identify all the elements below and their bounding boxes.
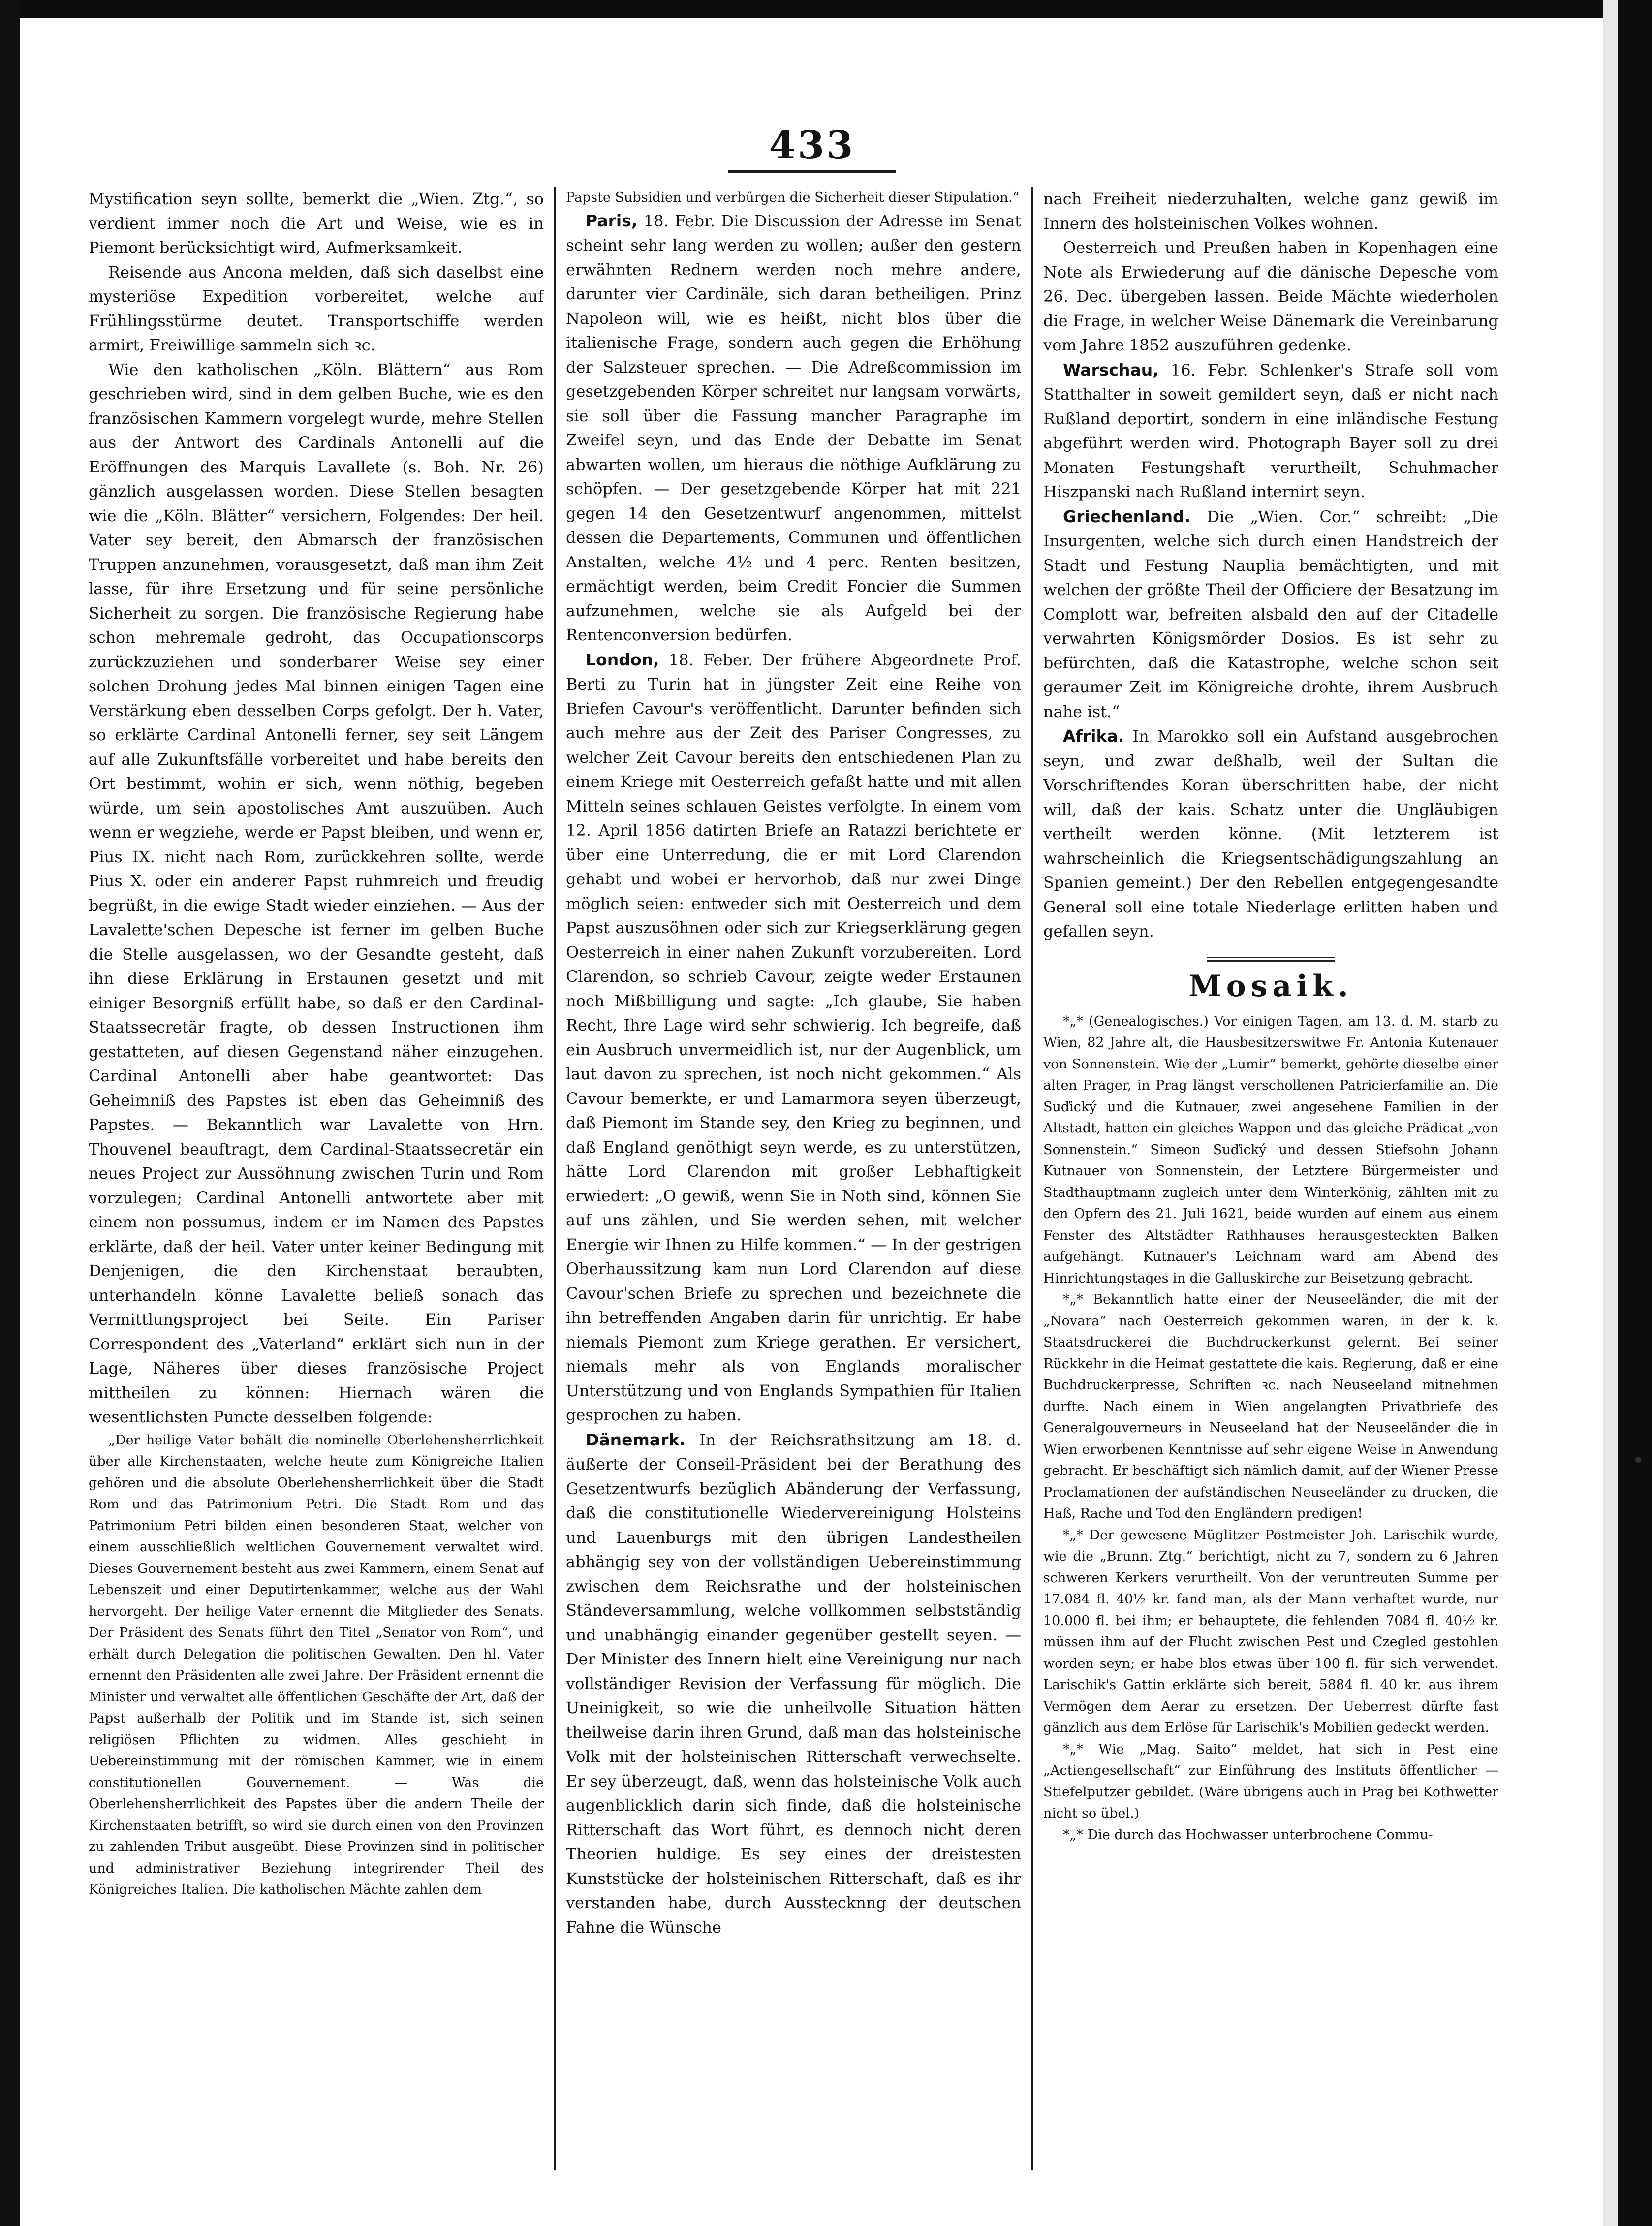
dateline-london: London, (586, 650, 659, 669)
article-warschau-text: 16. Febr. Schlenker's Strafe soll vom Statthalter in soweit gemildert seyn, daß er nicht nach Rußland deportirt, sondern in eine inländische Festung abgeführt werden wird. Photograph Bayer soll zu drei Monaten Festungshaft verurtheilt, Schuhmacher Hiszpanski nach Rußland internirt seyn. (1043, 360, 1498, 501)
scan-edge-right (1618, 0, 1652, 2226)
article-paris-text: 18. Febr. Die Discussion der Adresse im Senat scheint sehr lang werden zu wollen; außer den gestern erwähnten Rednern werden noch mehre andere, darunter vier Cardinäle, sich daran betheiligen. Prinz Napoleon will, wie es heißt, nicht blos über die italienische Frage, sondern auch gegen die Erhöhung der Salzsteuer sprechen. — Die Adreßcommission im gesetzgebenden Körper schreitet nur langsam vorwärts, sie soll über die Fassung mancher Paragraphe im Zweifel seyn, und das Ende der Debatte im Senat abwarten wollen, um hieraus die nöthige Aufklärung zu schöpfen. — Der gesetzgebende Körper hat mit 221 gegen 14 den Gesetzentwurf angenommen, mittelst dessen die Departements, Communen und öffentlichen Anstalten, welche 4½ und 4 perc. Renten besitzen, ermächtigt werden, beim Credit Foncier die Summen aufzunehmen, welche sie als Aufgeld bei der Rentenconversion bedürfen. (566, 211, 1021, 644)
column-divider-1 (554, 187, 556, 2170)
newspaper-page (84, 108, 1511, 2185)
scan-edge-right-inner (1603, 0, 1618, 2226)
article-paragraph: Mystification seyn sollte, bemerkt die „Wien. Ztg.“, so verdient immer noch die Art und Weise, wie es in Piemont berücksichtigt wird, Aufmerksamkeit. (89, 189, 544, 257)
dateline-griechenland: Griechenland. (1063, 506, 1191, 526)
mosaik-item: *„* (Genealogisches.) Vor einigen Tagen, am 13. d. M. starb zu Wien, 82 Jahre alt, die Hausbesitzerswitwe Fr. Antonia Kutenauer von Sonnenstein. Wie der „Lumir“ bemerkt, gehörte dieselbe einer alten Prager, in Prag längst verschollenen Patricierfamilie an. Die Suďický und die Kutnauer, zwei angesehene Familien in der Altstadt, hatten ein gleiches Wappen und das gleiche Prädicat „von Sonnenstein.“ Simeon Suďický und dessen Stiefsohn Johann Kutnauer von Sonnenstein, der Letztere Bürgermeister und Stadthauptmann zugleich unter dem Winterkönig, zählten mit zu den Opfern des 21. Juli 1621, beide wurden auf einem aus einem Fenster des Altstädter Rathhauses herausgesteckten Balken aufgehängt. Kutnauer's Leichnam ward am Abend des Hinrichtungstages in die Galluskirche zur Beisetzung gebracht. (1043, 1013, 1498, 1286)
column-divider-2 (1031, 187, 1033, 2170)
article-paragraph: Wie den katholischen „Köln. Blättern“ aus Rom geschrieben wird, sind in dem gelben Buche, wie es den französischen Kammern vorgelegt wurde, mehre Stellen aus der Antwort des Cardinals Antonelli auf die Eröffnungen des Marquis Lavallete (s. Boh. Nr. 26) gänzlich ausgelassen worden. Diese Stellen besagten wie die „Köln. Blätter“ versichern, Folgendes: Der heil. Vater sey bereit, den Abmarsch der französischen Truppen anzunehmen, vorausgesetzt, daß man ihm Zeit lasse, für ihre Ersetzung und für seine persönliche Sicherheit zu sorgen. Die französische Regierung habe schon mehremale gedroht, das Occupationscorps zurückzuziehen und sonderbarer Weise sey einer solchen Drohung jedes Mal binnen einigen Tagen eine Verstärkung eben desselben Corps gefolgt. Der h. Vater, so erklärte Cardinal Antonelli ferner, sey seit Längem auf alle Zukunftsfälle vorbereitet und habe bereits den Ort bestimmt, wohin er sich, wenn nöthig, begeben würde, um sein apostolisches Amt auszuüben. Auch wenn er wegziehe, werde er Papst bleiben, und wenn er, Pius IX. nicht nach Rom, zurückkehren sollte, werde Pius X. oder ein anderer Papst ruhmreich und freudig begrüßt, in die ewige Stadt wieder einziehen. — Aus der Lavalette'schen Depesche ist ferner im gelben Buche die Stelle ausgelassen, wo der Gesandte gesteht, daß ihn diese Erklärung in Erstaunen gesetzt und mit einiger Besorgniß erfüllt habe, so daß er den Cardinal-Staatssecretär fragte, ob dessen Instructionen ihm gestatteten, auf diesen Gegenstand näher einzugehen. Cardinal Antonelli aber habe geantwortet: Das Geheimniß des Papstes ist eben das Geheimniß des Papstes. — Bekanntlich war Lavalette von Hrn. Thouvenel beauftragt, dem Cardinal-Staatssecretär ein neues Project zur Aussöhnung zwischen Turin und Rom vorzulegen; Cardinal Antonelli antwortete aber mit einem non possumus, indem er im Namen des Papstes erklärte, daß der heil. Vater unter keiner Bedingung mit Denjenigen, die den Kirchenstaat beraubten, unterhandeln könne Lavalette beließ sonach das Vermittlungsproject bei Seite. Ein Pariser Correspondent des „Vaterland“ erklärt sich nun in der Lage, Näheres über dieses französische Project mittheilen zu können: Hiernach wären die wesentlichsten Puncte desselben folgende: (89, 360, 544, 1426)
article-daenemark-text: In der Reichsrathsitzung am 18. d. äußerte der Conseil-Präsident bei der Berathung des Gesetzentwurfs bezüglich Abänderung der Verfassung, daß die constitutionelle Wiedervereinigung Holsteins und Lauenburgs mit den übrigen Landestheilen abhängig sey von der vollständigen Uebereinstimmung zwischen dem Reichsrathe und der holsteinischen Ständeversammlung, welche vollkommen selbstständig und unabhängig einander gegenüber gestellt seyen. — Der Minister des Innern hielt eine Vereinigung nur nach vollständiger Revision der Verfassung für möglich. Die Uneinigkeit, so wie die unheilvolle Situation hätten theilweise darin ihren Grund, daß man das holsteinische Volk mit der holsteinischen Ritterschaft verwechselte. Er sey überzeugt, daß, wenn das holsteinische Volk auch augenblicklich darin sich finde, daß die holsteinische Ritterschaft das Wort führt, es dennoch nicht deren Theorien huldige. Es sey eines der dreistesten Kunststücke der holsteinischen Ritterschaft, daß es ihr verstanden habe, durch Ausstecknng der deutschen Fahne die Wünsche (566, 1430, 1021, 1937)
article-warschau (1043, 358, 1498, 504)
dateline-paris: Paris, (586, 211, 638, 230)
mosaik-item: *„* Wie „Mag. Saito“ meldet, hat sich in Pest eine „Actiengesellschaft“ zur Einführung des Instituts öffentlicher — Stiefelputzer gebildet. (Wäre übrigens auch in Prag bei Kothwetter nicht so übel.) (1043, 1741, 1498, 1821)
column-1 (89, 187, 544, 2170)
column-3 (1043, 187, 1498, 2170)
article-paris (566, 209, 1021, 648)
mosaik-item: *„* Der gewesene Müglitzer Postmeister Joh. Larischik wurde, wie die „Brunn. Ztg.“ berichtigt, nicht zu 7, sondern zu 6 Jahren schweren Kerkers verurtheilt. Von der veruntreuten Summe per 17.084 fl. 40½ kr. fand man, als der Mann verhaftet wurde, nur 10.000 fl. bei ihm; er behauptete, die fehlenden 7084 fl. 40½ kr. müssen ihm auf der Flucht zwischen Pest und Czegled gestohlen worden seyn; er habe blos etwas über 100 fl. für sich verwendet. Larischik's Gattin erklärte sich bereit, 5884 fl. 40 kr. aus ihrem Vermögen dem Aerar zu ersetzen. Der Ueberrest dürfte fast gänzlich aus dem Erlöse für Larischik's Mobilien gedeckt werden. (1043, 1527, 1498, 1735)
article-london-text: 18. Feber. Der frühere Abgeordnete Prof. Berti zu Turin hat in jüngster Zeit eine Reihe von Briefen Cavour's veröffentlicht. Darunter befinden sich auch mehre aus der Zeit des Pariser Congresses, zu welcher Zeit Cavour bereits den entschiedenen Plan zu einem Kriege mit Oesterreich gefaßt hatte und mit allen Mitteln seines schlauen Geistes verfolgte. In einem vom 12. April 1856 datirten Briefe an Ratazzi berichtete er über eine Unterredung, die er mit Lord Clarendon gehabt und wobei er hervorhob, daß nur zwei Dinge möglich seien: entweder sich mit Oesterreich und dem Papst auszusöhnen oder sich zur Kriegserklärung gegen Oesterreich in einer nahen Zukunft vorzubereiten. Lord Clarendon, so schrieb Cavour, zeigte weder Erstaunen noch Mißbilligung und sagte: „Ich glaube, Sie haben Recht, Ihre Lage wird sehr schwierig. Ich begreife, daß ein Ausbruch unvermeidlich ist, nur der Augenblick, um laut davon zu sprechen, ist noch nicht gekommen.“ Als Cavour bemerkte, er und Lamarmora seyen überzeugt, daß Piemont im Stande sey, den Krieg zu beginnen, und daß England genöthigt seyn werde, es zu unterstützen, hätte Lord Clarendon mit großer Lebhaftigkeit erwiedert: „O gewiß, wenn Sie in Noth sind, können Sie auf uns zählen, und Sie werden sehen, mit welcher Energie wir Ihnen zu Hilfe kommen.“ — In der gestrigen Oberhaussitzung kam nun Lord Clarendon auf diese Cavour'schen Briefe zu sprechen und bezeichnete die ihn betreffenden Angaben darin für unrichtig. Er habe niemals Piemont zum Kriege gerathen. Er versichert, niemals mehr als von Englands moralischer Unterstützung und von Englands Sympathien für Italien gesprochen zu haben. (566, 650, 1021, 1424)
page-number-rule (728, 170, 896, 173)
quoted-paragraph: „Der heilige Vater behält die nominelle Oberlehensherrlichkeit über alle Kirchenstaaten, welche heute zum Königreiche Italien gehören und die absolute Oberlehensherrlichkeit über die Stadt Rom und das Patrimonium Petri. Die Stadt Rom und das Patrimonium Petri bilden einen besonderen Staat, welcher von einem ausschließlich weltlichen Gouvernement verwaltet wird. Dieses Gouvernement besteht aus zwei Kammern, einem Senat auf Lebenszeit und einer Deputirtenkammer, welche aus der Wahl hervorgeht. Der heilige Vater ernennt die Mitglieder des Senats. Der Präsident des Senats führt den Titel „Senator von Rom“, und erhält durch Delegation die politischen Gewalten. Den hl. Vater ernennt den Präsidenten alle zwei Jahre. Der Präsident ernennt die Minister und verwaltet alle öffentlichen Geschäfte der Art, daß der Papst außerhalb der Politik und im Stande ist, sich seinen religiösen Pflichten zu widmen. Alles geschieht in Uebereinstimmung mit der römischen Kammer, wie in einem constitutionellen Gouvernement. — Was die Oberlehensherrlichkeit des Papstes über die andern Theile der Kirchenstaaten betrifft, so wird sie durch einen von den Provinzen zu zahlenden Tribut ausgeübt. Diese Provinzen sind in politischer und administrativer Beziehung integrirender Theil des Königreiches Italien. Die katholischen Mächte zahlen dem (89, 1432, 544, 1897)
article-griechenland-text: Die „Wien. Cor.“ schreibt: „Die Insurgenten, welche sich durch einen Handstreich der Stadt und Festung Nauplia bemächtigten, und mit welchen der größte Theil der Officiere der Besatzung im Complott war, befreiten alsbald den auf der Citadelle verwahrten Königsmörder Dosios. Es ist sehr zu befürchten, daß die Katastrophe, welche schon seit geraumer Zeit im Königreiche drohte, ihrem Ausbruch nahe ist.“ (1043, 507, 1498, 721)
article-afrika (1043, 724, 1498, 944)
article-paragraph: Oesterreich und Preußen haben in Kopenhagen eine Note als Erwiederung auf die dänische Depesche vom 26. Dec. übergeben lassen. Beide Mächte wiederholen die Frage, in welcher Weise Dänemark die Vereinbarung vom Jahre 1852 auszuführen gedenke. (1043, 238, 1498, 354)
section-title-mosaik: Mosaik. (1188, 969, 1353, 1003)
article-paragraph: Reisende aus Ancona melden, daß sich daselbst eine mysteriöse Expedition vorbereitet, welche auf Frühlingsstürme deutet. Transportschiffe werden armirt, Freiwillige sammeln sich ꝛc. (89, 262, 544, 354)
scan-edge-left (0, 0, 20, 2226)
section-rule (1207, 957, 1335, 962)
article-daenemark (566, 1428, 1021, 1940)
article-griechenland (1043, 504, 1498, 724)
quoted-paragraph-end: Papste Subsidien und verbürgen die Sicherheit dieser Stipulation.“ (566, 190, 1020, 205)
page-number: 433 (769, 123, 855, 168)
scan-mark (1635, 1457, 1641, 1463)
mosaik-item: *„* Bekanntlich hatte einer der Neuseeländer, die mit der „Novara“ nach Oesterreich gekommen waren, in der k. k. Staatsdruckerei die Buchdruckerkunst gelernt. Bei seiner Rückkehr in die Heimat gestattete die kais. Regierung, daß er eine Buchdruckerpresse, Schriften ꝛc. nach Neuseeland mitnehmen durfte. Nach einem in Wien angelangten Privatbriefe des Generalgouverneurs in Neuseeland hat der Neuseeländer die in Wien erworbenen Kenntnisse auf sehr eigene Weise in Anwendung gebracht. Er beschäftigt sich nämlich damit, auf der Wiener Presse Proclamationen der aufständischen Neuseeländer zu drucken, die Haß, Rache und Tod den Engländern predigen! (1043, 1292, 1498, 1521)
dateline-warschau: Warschau, (1063, 360, 1159, 379)
article-afrika-text: In Marokko soll ein Aufstand ausgebrochen seyn, und zwar deßhalb, weil der Sultan die Vorschriftendes Koran überschritten habe, der nicht will, daß der kais. Schatz unter die Ungläubigen vertheilt werden könne. (Mit letzterem ist wahrscheinlich die Kriegsentschädigungszahlung an Spanien gemeint.) Der den Rebellen entgegengesandte General soll eine totale Niederlage erlitten haben und gefallen seyn. (1043, 727, 1498, 941)
dateline-afrika: Afrika. (1063, 726, 1124, 746)
scan-edge-top (0, 0, 1652, 18)
article-paragraph: nach Freiheit niederzuhalten, welche ganz gewiß im Innern des holsteinischen Volkes wohnen. (1043, 189, 1498, 233)
column-2 (566, 187, 1021, 2170)
dateline-daenemark: Dänemark. (586, 1430, 686, 1449)
mosaik-item: *„* Die durch das Hochwasser unterbrochene Commu- (1063, 1827, 1433, 1843)
article-london (566, 648, 1021, 1428)
